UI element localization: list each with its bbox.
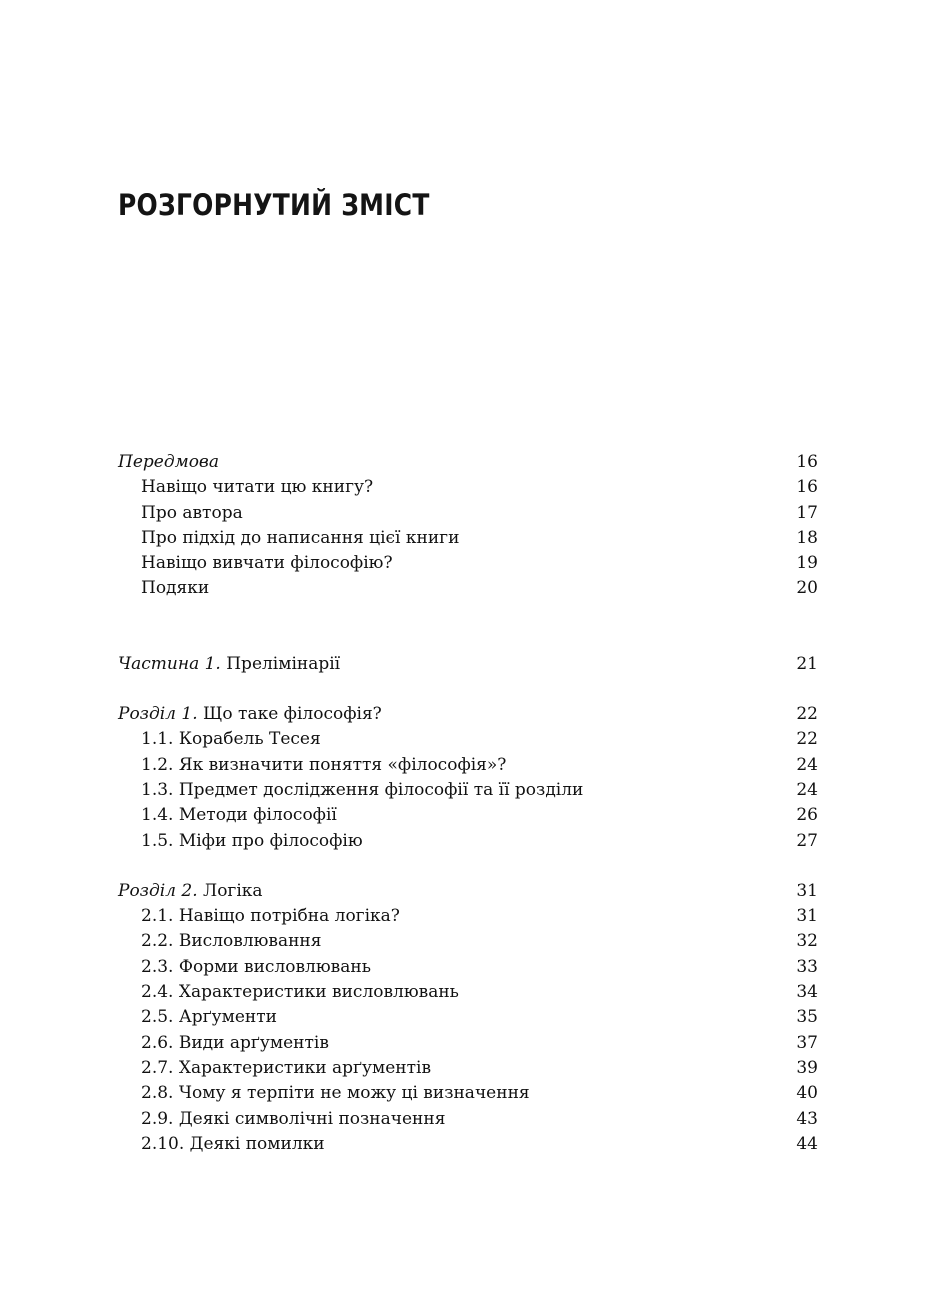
toc-entry-label: Навіщо вивчати філософію?	[141, 553, 393, 574]
toc-page-number: 44	[796, 1133, 818, 1154]
toc-entry-label: 1.5. Міфи про філософію	[141, 830, 363, 851]
toc-page-number: 22	[796, 729, 818, 750]
toc-entry-label: 2.6. Види арґументів	[141, 1032, 329, 1053]
toc-entry	[118, 778, 818, 803]
toc-entry-label	[118, 702, 382, 727]
toc-page-number: 22	[796, 704, 818, 725]
toc-entry-chapter-1	[118, 702, 818, 727]
toc-page-number: 24	[796, 779, 818, 800]
toc-entry-label-italic: Передмова	[118, 452, 219, 472]
toc-entry	[118, 501, 818, 526]
toc-entry-prefix: Розділ 1.	[118, 704, 198, 725]
table-of-contents	[118, 450, 818, 1157]
toc-entry-prefix: Розділ 2.	[118, 880, 198, 901]
toc-entry-label: 1.4. Методи філософії	[141, 805, 337, 826]
toc-entry-label: 2.3. Форми висловлювань	[141, 956, 371, 977]
toc-entry-chapter-2	[118, 879, 818, 904]
toc-page-number: 21	[796, 653, 818, 674]
toc-entry	[118, 475, 818, 500]
toc-entry	[118, 551, 818, 576]
toc-entry-label: 2.1. Навіщо потрібна логіка?	[141, 906, 400, 927]
toc-page-number: 31	[796, 880, 818, 901]
toc-entry	[118, 829, 818, 854]
toc-entry	[118, 1031, 818, 1056]
toc-entry-preface	[118, 450, 818, 475]
toc-entry	[118, 727, 818, 752]
toc-entry	[118, 753, 818, 778]
toc-entry-title: Логіка	[197, 880, 263, 901]
toc-entry-part-1	[118, 652, 818, 677]
toc-page-number: 40	[796, 1083, 818, 1104]
toc-entry-label: Подяки	[141, 578, 210, 599]
toc-entry-label	[118, 450, 219, 475]
toc-page-number: 33	[796, 956, 818, 977]
toc-entry	[118, 1107, 818, 1132]
toc-entry	[118, 1056, 818, 1081]
toc-page-number: 20	[796, 578, 818, 599]
toc-page-number: 26	[796, 805, 818, 826]
toc-entry-label: 2.7. Характеристики арґументів	[141, 1057, 432, 1078]
toc-entry-label: Про автора	[141, 502, 243, 523]
toc-page-number: 34	[796, 982, 818, 1003]
toc-entry-label	[118, 879, 263, 904]
toc-page-number: 24	[796, 754, 818, 775]
toc-entry	[118, 1005, 818, 1030]
toc-page-number: 16	[796, 477, 818, 498]
toc-page-number: 27	[796, 830, 818, 851]
toc-page-number: 18	[796, 527, 818, 548]
toc-entry-label: 1.3. Предмет дослідження філософії та її розділи	[141, 779, 584, 800]
toc-page-number: 35	[796, 1007, 818, 1028]
toc-entry-label: 1.2. Як визначити поняття «філософія»?	[141, 754, 507, 775]
toc-entry-label: Про підхід до написання цієї книги	[141, 527, 460, 548]
toc-page-number: 32	[796, 931, 818, 952]
toc-entry-label: 2.2. Висловлювання	[141, 931, 322, 952]
toc-page-number: 37	[796, 1032, 818, 1053]
toc-entry	[118, 576, 818, 601]
toc-entry	[118, 980, 818, 1005]
toc-entry-label: 2.4. Характеристики висловлювань	[141, 982, 459, 1003]
toc-entry-label	[118, 652, 340, 677]
toc-page-number: 19	[796, 553, 818, 574]
toc-entry-label: 2.10. Деякі помилки	[141, 1133, 325, 1154]
toc-page-number: 16	[796, 452, 818, 472]
toc-entry	[118, 1132, 818, 1157]
page-title: РОЗГОРНУТИЙ ЗМІСТ	[118, 188, 430, 222]
toc-page-number: 31	[796, 906, 818, 927]
toc-entry-label: Навіщо читати цю книгу?	[141, 477, 374, 498]
toc-page-number: 39	[796, 1057, 818, 1078]
toc-entry-title: Прелімінарії	[220, 653, 341, 674]
toc-entry	[118, 955, 818, 980]
toc-entry-prefix: Частина 1.	[118, 653, 221, 674]
toc-entry-title: Що таке філософія?	[197, 704, 382, 725]
toc-entry-label: 2.5. Арґументи	[141, 1007, 277, 1028]
toc-entry	[118, 803, 818, 828]
toc-entry-label: 2.9. Деякі символічні позначення	[141, 1108, 446, 1129]
toc-entry-label: 1.1. Корабель Тесея	[141, 729, 321, 750]
toc-entry	[118, 904, 818, 929]
toc-entry	[118, 526, 818, 551]
toc-entry-label: 2.8. Чому я терпіти не можу ці визначення	[141, 1083, 530, 1104]
toc-entry	[118, 929, 818, 954]
toc-page-number: 43	[796, 1108, 818, 1129]
toc-entry	[118, 1081, 818, 1106]
toc-page-number: 17	[796, 502, 818, 523]
